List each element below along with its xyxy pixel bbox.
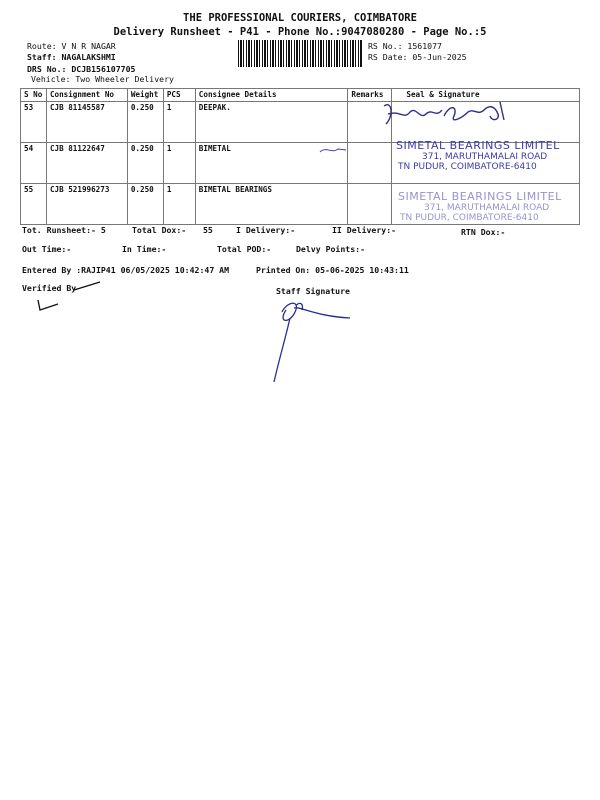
cell-pcs: 1 — [163, 184, 195, 225]
staff-label: Staff: NAGALAKSHMI — [27, 52, 116, 62]
total-dox-label: Total Dox:- — [132, 225, 187, 235]
cell-consignee: BIMETAL BEARINGS — [195, 184, 348, 225]
in-time: In Time:- — [122, 244, 167, 254]
entered-by: Entered By :RAJIP41 06/05/2025 10:42:47 AM — [22, 265, 230, 275]
pen-mark — [318, 144, 348, 156]
consignee-signature — [380, 98, 510, 132]
delvy-points: Delvy Points:- — [296, 244, 366, 254]
rtn-dox: RTN Dox:- — [461, 227, 506, 237]
stamp-line: SIMETAL BEARINGS LIMITEL — [398, 190, 562, 203]
verified-signature — [34, 280, 104, 316]
stamp-line: TN PUDUR, COIMBATORE-6410 — [400, 213, 539, 223]
rs-number: RS No.: 1561077 — [368, 41, 442, 51]
stamp-line: 371, MARUTHAMALAI ROAD — [424, 203, 550, 213]
cell-weight: 0.250 — [127, 184, 163, 225]
stamp-line: 371, MARUTHAMALAI ROAD — [422, 152, 548, 162]
cell-weight: 0.250 — [127, 143, 163, 184]
col-header: Seal & Signature — [392, 89, 580, 102]
barcode — [238, 40, 362, 67]
runsheet-title: Delivery Runsheet - P41 - Phone No.:9047080280 - Page No.:5 — [113, 26, 487, 38]
col-header: Weight — [127, 89, 163, 102]
staff-signature — [260, 296, 370, 388]
cell-remarks — [348, 143, 392, 184]
stamp-line: TN PUDUR, COIMBATORE-6410 — [398, 162, 537, 172]
total-dox-value: 55 — [203, 225, 213, 235]
i-delivery: I Delivery:- — [236, 225, 296, 235]
stamp-line: SIMETAL BEARINGS LIMITEL — [396, 139, 560, 152]
cell-consignee: DEEPAK. — [195, 102, 348, 143]
cell-pcs: 1 — [163, 143, 195, 184]
cell-sno: 53 — [21, 102, 47, 143]
out-time: Out Time:- — [22, 244, 72, 254]
verified-by: Verified By — [22, 283, 77, 293]
cell-pcs: 1 — [163, 102, 195, 143]
ii-delivery: II Delivery:- — [332, 225, 397, 235]
total-pod: Total POD:- — [217, 244, 272, 254]
printed-on: Printed On: 05-06-2025 10:43:11 — [256, 265, 409, 275]
cell-consignment: CJB 81145587 — [46, 102, 127, 143]
staff-signature-label: Staff Signature — [276, 286, 350, 296]
rs-date: RS Date: 05-Jun-2025 — [368, 52, 467, 62]
cell-consignment: CJB 81122647 — [46, 143, 127, 184]
company-stamp — [396, 139, 560, 172]
col-header: Remarks — [348, 89, 392, 102]
col-header: S No — [21, 89, 47, 102]
cell-weight: 0.250 — [127, 102, 163, 143]
col-header: Consignment No — [46, 89, 127, 102]
col-header: PCS — [163, 89, 195, 102]
vehicle-label: Vehicle: Two Wheeler Delivery — [31, 74, 174, 84]
company-title: THE PROFESSIONAL COURIERS, COIMBATORE — [183, 12, 417, 24]
cell-sno: 54 — [21, 143, 47, 184]
drs-number: DRS No.: DCJB156107705 — [27, 64, 136, 74]
col-header: Consignee Details — [195, 89, 348, 102]
total-runsheet: Tot. Runsheet:- 5 — [22, 225, 106, 235]
cell-sno: 55 — [21, 184, 47, 225]
cell-remarks — [348, 184, 392, 225]
route-label: Route: V N R NAGAR — [27, 41, 116, 51]
company-stamp-faded — [398, 190, 562, 223]
cell-consignee: BIMETAL — [195, 143, 348, 184]
cell-consignment: CJB 521996273 — [46, 184, 127, 225]
